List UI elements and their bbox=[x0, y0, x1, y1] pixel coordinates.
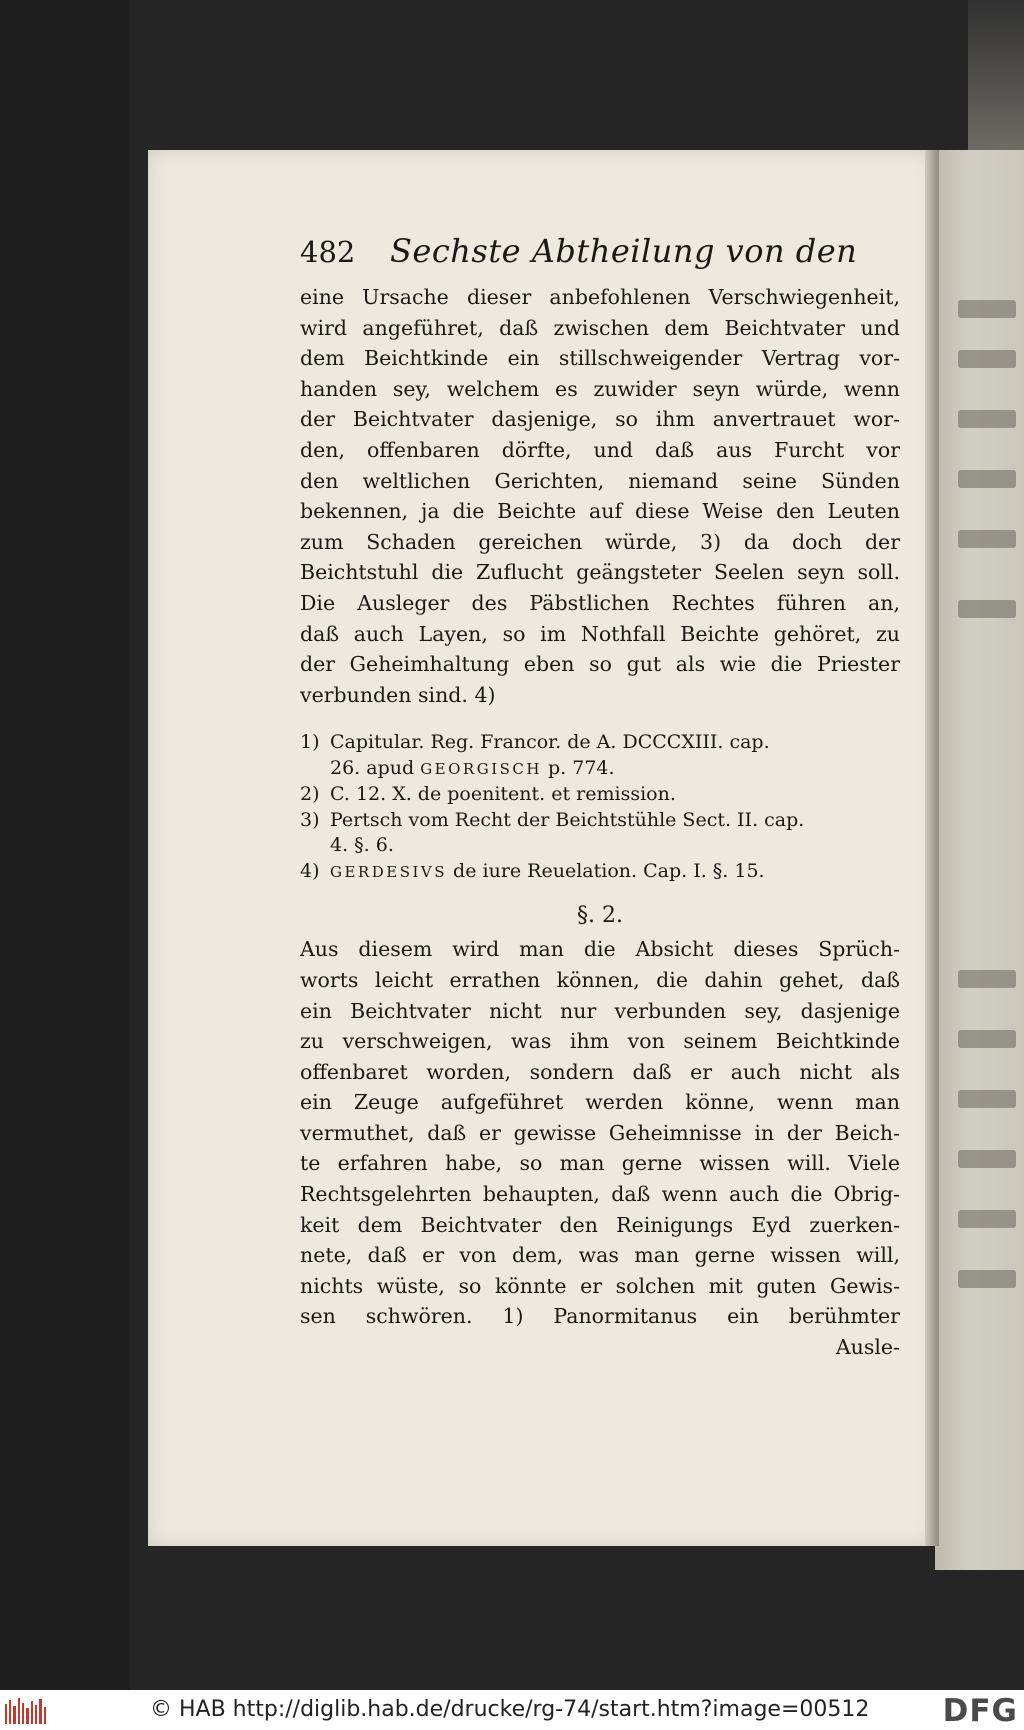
bleed-mark bbox=[958, 600, 1016, 618]
dfg-logo: DFG bbox=[942, 1693, 1018, 1729]
body-line: bekennen, ja die Beichte auf diese Weise den Leuten bbox=[300, 499, 900, 524]
footnotes bbox=[300, 730, 900, 885]
footnote-text bbox=[330, 808, 900, 859]
footnote-line: de iure Reuelation. Cap. I. §. 15. bbox=[447, 859, 765, 882]
footnote-line: 4. §. 6. bbox=[330, 834, 394, 857]
bleed-mark bbox=[958, 970, 1016, 988]
left-edge-shadow bbox=[0, 0, 130, 1690]
body-line: Beichtstuhl die Zuflucht geängsteter Seelen seyn soll. bbox=[300, 560, 900, 585]
body-line: keit dem Beichtvater den Reinigungs Eyd zuerken- bbox=[300, 1212, 900, 1237]
body-line: zu verschweigen, was ihm von seinem Beichtkinde bbox=[300, 1029, 900, 1054]
footnote bbox=[300, 808, 900, 859]
body-line: den, offenbaren dörfte, und daß aus Furcht vor bbox=[300, 437, 900, 462]
body-line: vermuthet, daß er gewisse Geheimnisse in der Beich- bbox=[300, 1120, 900, 1145]
footnote bbox=[300, 782, 900, 808]
footnote-text: C. 12. X. de poenitent. et remission. bbox=[330, 783, 676, 806]
footnote-line: Pertsch vom Recht der Beichtstühle Sect. II. cap. bbox=[330, 808, 805, 831]
body-line: ein Beichtvater nicht nur verbunden sey, dasjenige bbox=[300, 998, 900, 1023]
bleed-mark bbox=[958, 350, 1016, 368]
body-line: wird angeführet, daß zwischen dem Beichtvater und bbox=[300, 315, 900, 340]
body-line: sen schwören. 1) Panormitanus ein berühmter bbox=[300, 1304, 900, 1329]
body-line: nichts wüste, so könnte er solchen mit guten Gewis- bbox=[300, 1273, 900, 1298]
body-line: zum Schaden gereichen würde, 3) da doch der bbox=[300, 529, 900, 554]
body-line: nete, daß er von dem, was man gerne wissen will, bbox=[300, 1243, 900, 1268]
page-gutter bbox=[925, 150, 939, 1546]
footnote-line-pre: 26. apud bbox=[330, 756, 421, 779]
facing-page-edge bbox=[935, 150, 1024, 1570]
bleed-mark bbox=[958, 1210, 1016, 1228]
copyright-link[interactable]: © HAB http://diglib.hab.de/drucke/rg-74/start.htm?image=00512 bbox=[150, 1697, 870, 1722]
barcode-icon bbox=[4, 1698, 46, 1724]
footnote-text bbox=[330, 730, 900, 782]
body-line: eine Ursache dieser anbefohlenen Verschwiegenheit, bbox=[300, 285, 900, 309]
bleed-mark bbox=[958, 530, 1016, 548]
bleed-mark bbox=[958, 1150, 1016, 1168]
footer-bar bbox=[0, 1690, 1024, 1730]
footnote-author: GEORGISCH bbox=[420, 759, 542, 778]
footnote-number: 2) bbox=[300, 783, 320, 806]
body-line: ein Zeuge aufgeführet werden könne, wenn man bbox=[300, 1090, 900, 1115]
page-number: 482 bbox=[300, 235, 356, 269]
footnote bbox=[300, 859, 900, 886]
body-paragraph bbox=[300, 282, 900, 710]
bleed-mark bbox=[958, 1090, 1016, 1108]
body-line: verbunden sind. 4) bbox=[300, 682, 496, 707]
footnote-text bbox=[330, 859, 900, 886]
body-line: der Beichtvater dasjenige, so ihm anvertrauet wor- bbox=[300, 407, 900, 432]
bleed-mark bbox=[958, 1030, 1016, 1048]
bleed-mark bbox=[958, 470, 1016, 488]
text-block bbox=[300, 232, 900, 1362]
body-line: Die Ausleger des Päbstlichen Rechtes führen an, bbox=[300, 590, 900, 615]
footnote-number: 3) bbox=[300, 808, 320, 831]
body-line: Aus diesem wird man die Absicht dieses Sprüch- bbox=[300, 937, 900, 962]
body-line: Rechtsgelehrten behaupten, daß wenn auch die Obrig- bbox=[300, 1182, 900, 1207]
bleed-mark bbox=[958, 300, 1016, 318]
bleed-mark bbox=[958, 410, 1016, 428]
right-page-corner bbox=[968, 0, 1024, 150]
body-line: worts leicht errathen können, die dahin gehet, daß bbox=[300, 967, 900, 992]
footnote-number: 4) bbox=[300, 859, 320, 882]
body-line: den weltlichen Gerichten, niemand seine Sünden bbox=[300, 468, 900, 493]
footnote bbox=[300, 730, 900, 782]
running-title: Sechste Abtheilung von den bbox=[390, 232, 858, 270]
catchword: Ausle- bbox=[835, 1335, 900, 1360]
running-head bbox=[300, 232, 900, 270]
body-line: offenbaret worden, sondern daß er auch nicht als bbox=[300, 1059, 900, 1084]
body-line: der Geheimhaltung eben so gut als wie die Priester bbox=[300, 652, 900, 677]
body-line: te erfahren habe, so man gerne wissen will. Viele bbox=[300, 1151, 900, 1176]
footnote-author: GERDESIVS bbox=[330, 862, 448, 881]
footnote-line: Capitular. Reg. Francor. de A. DCCCXIII. cap. bbox=[330, 731, 770, 754]
footnote-number: 1) bbox=[300, 731, 320, 754]
bleed-mark bbox=[958, 1270, 1016, 1288]
section-paragraph bbox=[300, 934, 900, 1332]
footnote-line-post: p. 774. bbox=[541, 756, 615, 779]
body-line: dem Beichtkinde ein stillschweigender Vertrag vor- bbox=[300, 346, 900, 371]
section-heading: §. 2. bbox=[577, 903, 623, 929]
book-page bbox=[148, 150, 935, 1546]
body-line: handen sey, welchem es zuwider seyn würde, wenn bbox=[300, 376, 900, 401]
body-line: daß auch Layen, so im Nothfall Beichte gehöret, zu bbox=[300, 621, 900, 646]
